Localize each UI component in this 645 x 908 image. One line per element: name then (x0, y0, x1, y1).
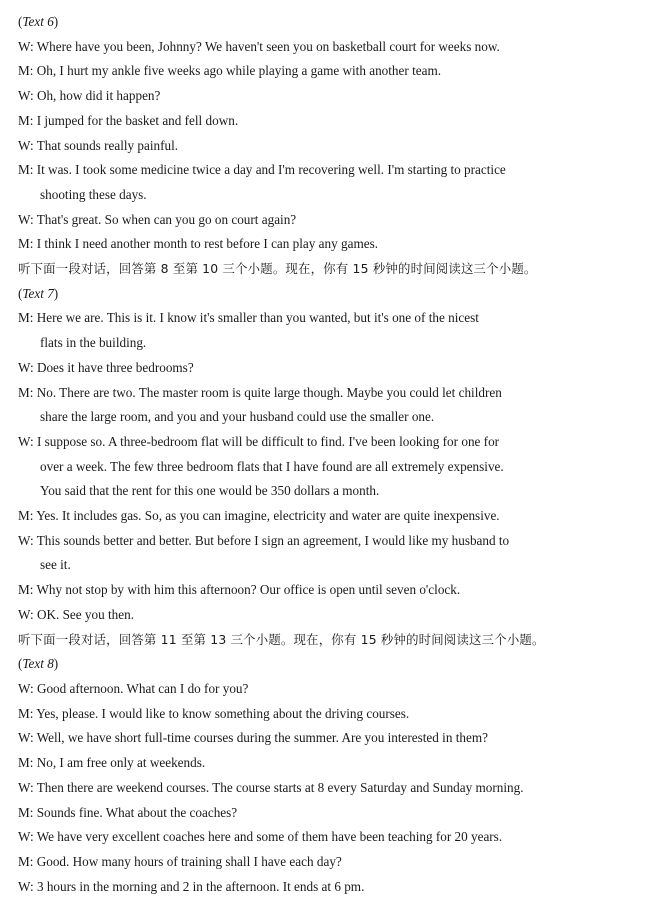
dialogue-line: W: We have very excellent coaches here and some of them have been teaching for 20 years. (18, 829, 503, 845)
dialogue-continuation: flats in the building. (40, 335, 147, 351)
dialogue-line: M: No, I am free only at weekends. (18, 755, 206, 771)
dialogue-line: M: Yes, please. I would like to know something about the driving courses. (18, 705, 410, 721)
dialogue-line: W: This sounds better and better. But before I sign an agreement, I would like my husband to (18, 532, 510, 548)
section-label: (Text 8) (18, 656, 59, 672)
dialogue-line: M: Here we are. This is it. I know it's smaller than you wanted, but it's one of the nicest (18, 310, 479, 326)
dialogue-continuation: over a week. The few three bedroom flats that I have found are all extremely expensive. (40, 458, 504, 474)
dialogue-continuation: You said that the rent for this one would be 350 dollars a month. (40, 483, 380, 499)
dialogue-line: M: I think I need another month to rest before I can play any games. (18, 236, 378, 252)
dialogue-line: W: That sounds really painful. (18, 137, 179, 153)
instruction-line: 听下面一段对话，回答第 11 至第 13 三个小题。现在，你有 15 秒钟的时间阅读这三个小题。 (18, 631, 545, 647)
dialogue-line: M: Sounds fine. What about the coaches? (18, 804, 238, 820)
dialogue-line: M: I jumped for the basket and fell down. (18, 112, 239, 128)
dialogue-line: W: OK. See you then. (18, 606, 134, 622)
dialogue-line: W: That's great. So when can you go on court again? (18, 211, 297, 227)
dialogue-continuation: shooting these days. (40, 186, 147, 202)
section-label: (Text 6) (18, 14, 59, 29)
instruction-line: 听下面一段对话，回答第 8 至第 10 三个小题。现在，你有 15 秒钟的时间阅读这三个小题。 (18, 261, 537, 277)
dialogue-line: W: Oh, how did it happen? (18, 88, 161, 104)
dialogue-line: W: Where have you been, Johnny? We haven't seen you on basketball court for weeks now. (18, 38, 500, 54)
dialogue-line: W: Does it have three bedrooms? (18, 359, 194, 375)
dialogue-line: M: It was. I took some medicine twice a day and I'm recovering well. I'm starting to practice (18, 162, 506, 178)
dialogue-line: M: Yes. It includes gas. So, as you can imagine, electricity and water are quite inexpensive. (18, 508, 500, 524)
dialogue-line: W: Well, we have short full-time courses during the summer. Are you interested in them? (18, 730, 488, 746)
dialogue-continuation: see it. (40, 557, 71, 573)
section-label: (Text 7) (18, 285, 59, 301)
dialogue-line: W: 3 hours in the morning and 2 in the afternoon. It ends at 6 pm. (18, 878, 365, 894)
dialogue-line: W: Good afternoon. What can I do for you? (18, 680, 249, 696)
transcript-page (18, 10, 628, 899)
dialogue-line: W: Then there are weekend courses. The course starts at 8 every Saturday and Sunday morning. (18, 779, 524, 795)
dialogue-line: M: Good. How many hours of training shall I have each day? (18, 853, 342, 869)
dialogue-line: M: No. There are two. The master room is quite large though. Maybe you could let children (18, 384, 502, 400)
dialogue-line: M: Why not stop by with him this afternoon? Our office is open until seven o'clock. (18, 582, 461, 598)
dialogue-line: M: Oh, I hurt my ankle five weeks ago while playing a game with another team. (18, 63, 441, 79)
dialogue-line: W: I suppose so. A three-bedroom flat will be difficult to find. I've been looking for one for (18, 433, 500, 449)
dialogue-continuation: share the large room, and you and your husband could use the smaller one. (40, 409, 435, 425)
